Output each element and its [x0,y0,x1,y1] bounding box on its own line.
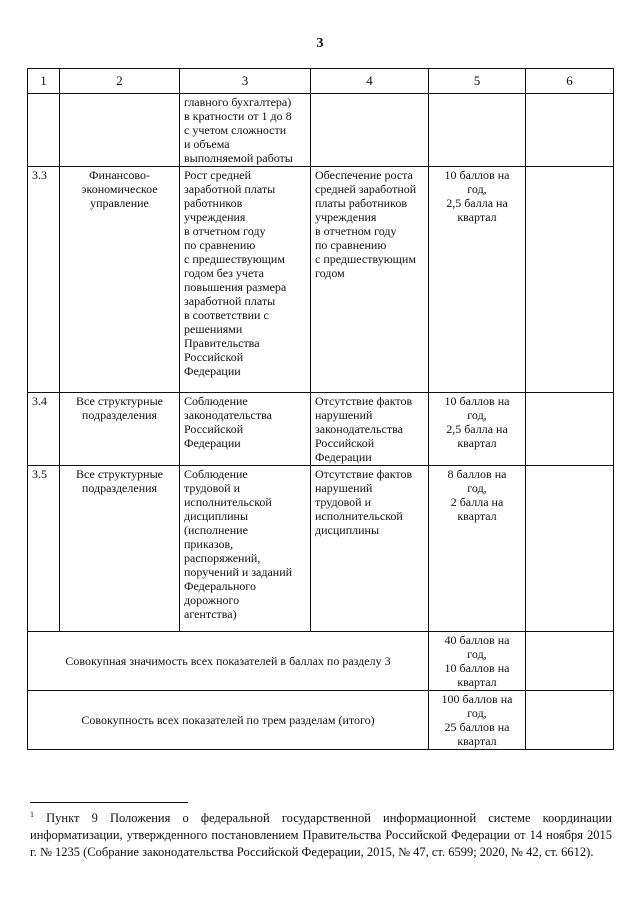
text-line: Обеспечение роста [315,168,413,182]
column-header: 3 [180,69,311,94]
totals-row [28,632,614,691]
text-line: Российской [184,422,244,436]
table-row [28,466,614,632]
text-line: приказов, [184,537,234,551]
cell-empty [526,466,614,632]
text-line: 8 баллов на [447,467,507,481]
text-line: подразделения [81,481,158,495]
text-line: средней заработной [315,182,417,196]
text-line: 2 балла на [450,495,504,509]
text-line: подразделения [81,408,158,422]
cell-empty [526,94,614,167]
text-line: учреждения [315,210,377,224]
page-number: 3 [316,36,324,51]
cell-points [429,466,526,632]
text-line: по сравнению [315,238,387,252]
text-line: Отсутствие фактов [315,394,413,408]
text-line: Правительства [184,336,260,350]
text-line: Отсутствие фактов [315,467,413,481]
text-line: 10 баллов на [444,394,510,408]
footnote-divider [30,802,188,803]
text-line: с учетом сложности [184,123,287,137]
cell-criterion [311,94,429,167]
text-line: Соблюдение [184,467,248,481]
text-line: дисциплины [184,509,249,523]
text-line: заработной платы [184,182,276,196]
text-line: квартал [457,509,497,523]
text-line: Все структурные [76,394,163,408]
cell-num: 3.5 [28,466,60,632]
table-row [28,393,614,466]
text-line: законодательства [315,422,403,436]
cell-num [28,94,60,167]
cell-empty [526,167,614,393]
text-line: 10 баллов на [444,168,510,182]
text-line: годом без учета [184,266,264,280]
text-line: Федерального [184,579,257,593]
cell-criterion [311,466,429,632]
text-line: 10 баллов на [444,661,510,675]
text-line: управление [90,196,149,210]
footnote-text: Пункт 9 Положения о федеральной государственной информационной системе координации информатизации, утвержденного постановлением Правительства Российской Федерации от 14 ноября 2015 г. № 1235 (Собрание законодательства Российской Федерации, 2015, № 47, ст. 6599; 2020, № 42, ст. 6612). [30,811,612,860]
table-row-continuation [28,94,614,167]
totals-label: Совокупная значимость всех показателей в баллах по разделу 3 [28,632,429,691]
text-line: 25 баллов на [444,720,510,734]
text-line: в отчетном году [184,224,266,238]
text-line: в отчетном году [315,224,397,238]
text-line: поручений и заданий [184,565,293,579]
cell-points [429,632,526,691]
cell-num: 3.3 [28,167,60,393]
text-line: 2,5 балла на [446,422,508,436]
table-header-row [28,69,614,94]
cell-indicator [180,94,311,167]
footnote [30,806,612,861]
text-line: выполняемой работы [184,151,293,165]
cell-indicator [180,466,311,632]
text-line: в соответствии с [184,308,269,322]
text-line: годом [315,266,345,280]
cell-points [429,94,526,167]
text-line: агентства) [184,607,237,621]
text-line: Российской [315,436,375,450]
text-line: год, [467,706,487,720]
text-line: с предшествующим [184,252,285,266]
text-line: Все структурные [76,467,163,481]
cell-criterion [311,393,429,466]
text-line: 40 баллов на [444,633,510,647]
cell-indicator [180,393,311,466]
text-line: работников [184,196,243,210]
table-row [28,167,614,393]
text-line: Рост средней [184,168,252,182]
indicators-table [27,68,614,750]
text-line: год, [467,647,487,661]
text-line: исполнительской [184,495,272,509]
cell-empty [526,632,614,691]
text-line: дисциплины [315,523,380,537]
text-line: Федерации [184,364,241,378]
text-line: год, [467,182,487,196]
text-line: квартал [457,210,497,224]
text-line: распоряжений, [184,551,261,565]
column-header: 4 [311,69,429,94]
text-line: повышения размера [184,280,287,294]
text-line: Финансово- [89,168,150,182]
text-line: год, [467,408,487,422]
text-line: в кратности от 1 до 8 [184,109,292,123]
text-line: платы работников [315,196,407,210]
totals-label: Совокупность всех показателей по трем разделам (итого) [28,691,429,750]
footnote-marker: 1 [30,810,34,819]
text-line: год, [467,481,487,495]
text-line: и объема [184,137,230,151]
text-line: с предшествующим [315,252,416,266]
text-line: по сравнению [184,238,256,252]
text-line: трудовой и [315,495,372,509]
column-header: 2 [60,69,180,94]
text-line: экономическое [81,182,158,196]
text-line: нарушений [315,408,373,422]
text-line: нарушений [315,481,373,495]
column-header: 1 [28,69,60,94]
text-line: 2,5 балла на [446,196,508,210]
text-line: Соблюдение [184,394,248,408]
text-line: дорожного [184,593,240,607]
text-line: учреждения [184,210,246,224]
cell-empty [526,393,614,466]
text-line: квартал [457,675,497,689]
text-line: решениями [184,322,243,336]
text-line: Российской [184,350,244,364]
text-line: Федерации [315,450,372,464]
text-line: исполнительской [315,509,403,523]
cell-empty [526,691,614,750]
text-line: Федерации [184,436,241,450]
cell-criterion [311,167,429,393]
cell-unit [60,167,180,393]
text-line: 100 баллов на [441,692,513,706]
text-line: квартал [457,436,497,450]
text-line: квартал [457,734,497,748]
cell-points [429,393,526,466]
cell-unit [60,94,180,167]
text-line: (исполнение [184,523,248,537]
text-line: законодательства [184,408,272,422]
totals-row [28,691,614,750]
cell-indicator [180,167,311,393]
column-header: 5 [429,69,526,94]
column-header: 6 [526,69,614,94]
text-line: трудовой и [184,481,241,495]
cell-points [429,167,526,393]
text-line: главного бухгалтера) [184,95,292,109]
cell-unit [60,393,180,466]
text-line: заработной платы [184,294,276,308]
cell-points [429,691,526,750]
cell-num: 3.4 [28,393,60,466]
cell-unit [60,466,180,632]
